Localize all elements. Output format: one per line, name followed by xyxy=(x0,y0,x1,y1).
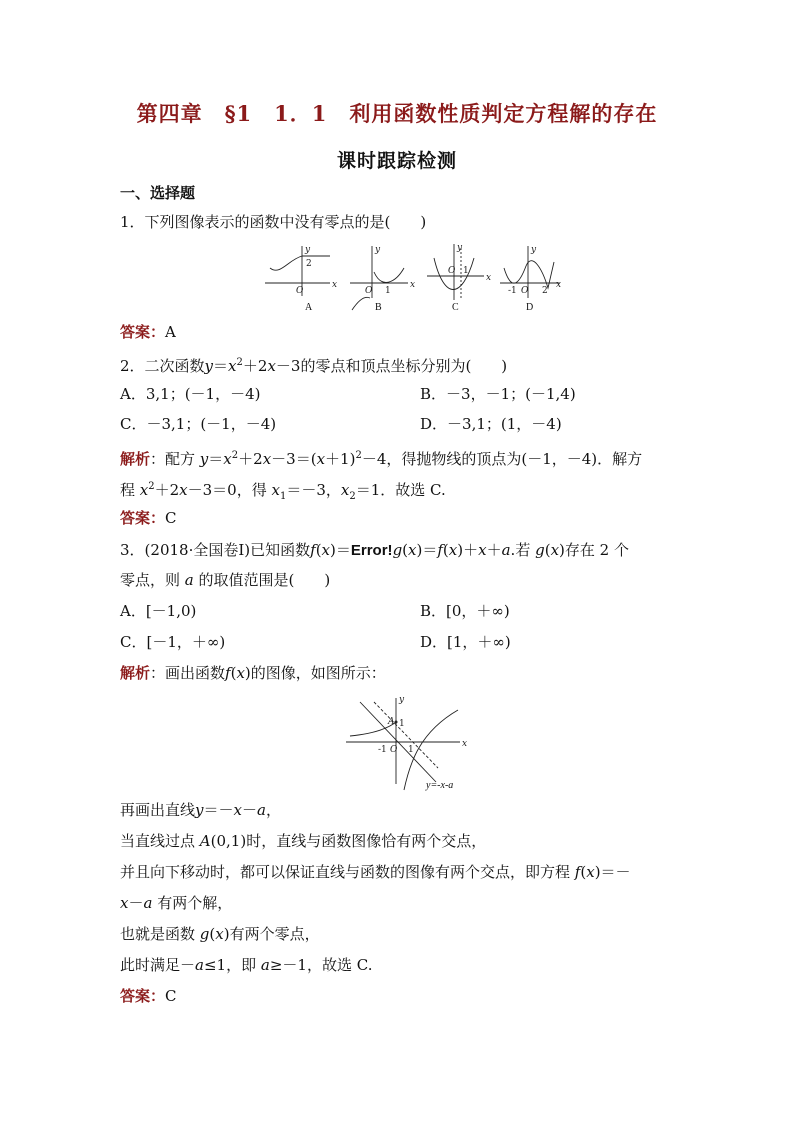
q2-analysis-2b: ．故选 C. xyxy=(380,481,446,499)
svg-text:x: x xyxy=(486,273,492,283)
figure-line-label: y=-x-a xyxy=(426,780,454,791)
svg-text:O: O xyxy=(521,286,529,296)
section-label: 一、选择题 xyxy=(120,184,196,202)
q2-option-c: C．－3,1；(－1，－4) xyxy=(120,415,277,433)
svg-text:y: y xyxy=(399,695,405,705)
figure-label-d: D xyxy=(526,302,534,313)
svg-text:y: y xyxy=(531,245,537,255)
figure-c xyxy=(427,244,484,300)
q3-stem-d: 的取值范围是( ) xyxy=(198,571,331,589)
q3-line-a: 再画出直线y＝－x－a， xyxy=(120,801,281,819)
q3-line-f1: 此时满足 xyxy=(120,956,181,974)
q3-answer xyxy=(120,986,177,1006)
answer-value: C xyxy=(165,509,177,527)
q3-line-d-text: 有两个解， xyxy=(157,894,233,912)
q1-stem: 1．下列图像表示的函数中没有零点的是( ) xyxy=(120,213,427,231)
svg-text:x: x xyxy=(410,280,416,290)
answer-label: 答案： xyxy=(120,509,166,527)
q2-analysis-1b: ，得抛物线的顶点为(－1，－4)．解方 xyxy=(386,450,643,468)
q3-stem-2: 零点，则 a 的取值范围是( ) xyxy=(120,571,331,589)
analysis-label: 解析 xyxy=(120,450,151,468)
q3-stem-c: 零点，则 xyxy=(120,571,181,589)
q2-option-b: B．－3，－1；(－1,4) xyxy=(420,385,576,403)
analysis-label: 解析 xyxy=(120,664,151,682)
svg-text:A: A xyxy=(388,717,395,727)
q3-analysis-1: 解析：画出函数f(x)的图像，如图所示： xyxy=(120,664,386,682)
svg-text:O: O xyxy=(296,286,304,296)
svg-text:y: y xyxy=(375,245,381,255)
q3-stem-a: 3．(2018·全国卷Ⅰ)已知函数 xyxy=(120,541,311,559)
q3-stem-1: 3．(2018·全国卷Ⅰ)已知函数f(x)＝Error!g(x)＝f(x)＋x＋a.若 g(x)存在 2 个 xyxy=(120,541,629,559)
q3-line-a-text: 再画出直线 xyxy=(120,801,196,819)
error-text: Error! xyxy=(350,542,393,559)
figure-label-a: A xyxy=(305,302,313,313)
q3-figure xyxy=(340,692,480,792)
q3-line-f2: ，即 xyxy=(226,956,257,974)
figure-label-c: C xyxy=(452,302,459,313)
q3-analysis-a: ：画出函数 xyxy=(150,664,226,682)
q3-line-b1: 当直线过点 xyxy=(120,832,196,850)
q3-line-b2: 时，直线与函数图像恰有两个交点， xyxy=(246,832,487,850)
q3-stem-b: 存在 2 个 xyxy=(564,541,629,559)
page-subtitle: 课时跟踪检测 xyxy=(336,150,457,172)
q2-stem-b: 的零点和顶点坐标分别为( ) xyxy=(300,357,508,375)
q3-option-c: C．[－1，＋∞) xyxy=(120,633,226,651)
svg-text:1: 1 xyxy=(385,286,391,296)
q3-option-a: A．[－1,0) xyxy=(120,602,197,620)
answer-label: 答案： xyxy=(120,987,166,1005)
answer-value: C xyxy=(165,987,177,1005)
svg-text:1: 1 xyxy=(408,745,414,755)
svg-text:-1: -1 xyxy=(378,745,387,755)
q3-line-d: x－a 有两个解， xyxy=(120,894,233,912)
page-title: 第四章 §1 1．1 利用函数性质判定方程解的存在 xyxy=(136,101,658,126)
svg-text:y: y xyxy=(305,245,311,255)
svg-text:x: x xyxy=(332,280,338,290)
q3-line-e: 也就是函数 g(x)有两个零点， xyxy=(120,925,320,943)
q3-line-e2: 有两个零点， xyxy=(229,925,320,943)
q3-line-f3: ，故选 C. xyxy=(306,956,373,974)
svg-text:O: O xyxy=(390,745,398,755)
q3-line-f: 此时满足－a≤1，即 a≥－1，故选 C. xyxy=(120,956,373,974)
svg-text:-1: -1 xyxy=(508,286,517,296)
q3-line-b: 当直线过点 A(0,1)时，直线与函数图像恰有两个交点， xyxy=(120,832,487,850)
q3-option-b: B．[0，＋∞) xyxy=(420,602,510,620)
q2-stem: 2．二次函数$y=x^2+2x-3$的零点和顶点坐标分别为( ) xyxy=(120,357,508,375)
q2-analysis-2: 程 $x^2+2x-3=0$，得 $x_1=-3$，$x_2=1$．故选 C. xyxy=(120,481,446,502)
q3-line-e1: 也就是函数 xyxy=(120,925,196,943)
q2-stem-a: 2．二次函数 xyxy=(120,357,205,375)
svg-text:x: x xyxy=(556,280,562,290)
svg-text:2: 2 xyxy=(542,286,548,296)
svg-text:O: O xyxy=(365,286,373,296)
q2-option-a: A．3,1；(－1，－4) xyxy=(120,385,261,403)
q1-answer xyxy=(120,322,176,342)
q2-analysis-1: 解析：配方 $y=x^2+2x-3=(x+1)^2-4$，得抛物线的顶点为(－1，－4)．解方 xyxy=(120,450,643,468)
svg-text:1: 1 xyxy=(463,266,469,276)
svg-text:O: O xyxy=(448,266,456,276)
answer-value: A xyxy=(165,323,176,341)
figure-b xyxy=(350,246,408,310)
q3-analysis-b: 的图像，如图所示： xyxy=(250,664,386,682)
answer-label: 答案： xyxy=(120,323,166,341)
q2-answer xyxy=(120,508,177,528)
svg-text:y: y xyxy=(457,243,463,253)
figure-label-b: B xyxy=(375,302,382,313)
q2-option-d: D．－3,1；(1，－4) xyxy=(420,415,562,433)
svg-text:x: x xyxy=(462,739,468,749)
q3-line-c-text: 并且向下移动时，都可以保证直线与函数的图像有两个交点，即方程 xyxy=(120,863,571,881)
q3-line-c: 并且向下移动时，都可以保证直线与函数的图像有两个交点，即方程 f(x)＝－ xyxy=(120,863,631,881)
q3-option-d: D．[1，＋∞) xyxy=(420,633,511,651)
svg-text:1: 1 xyxy=(399,719,405,729)
svg-text:2: 2 xyxy=(306,259,312,269)
